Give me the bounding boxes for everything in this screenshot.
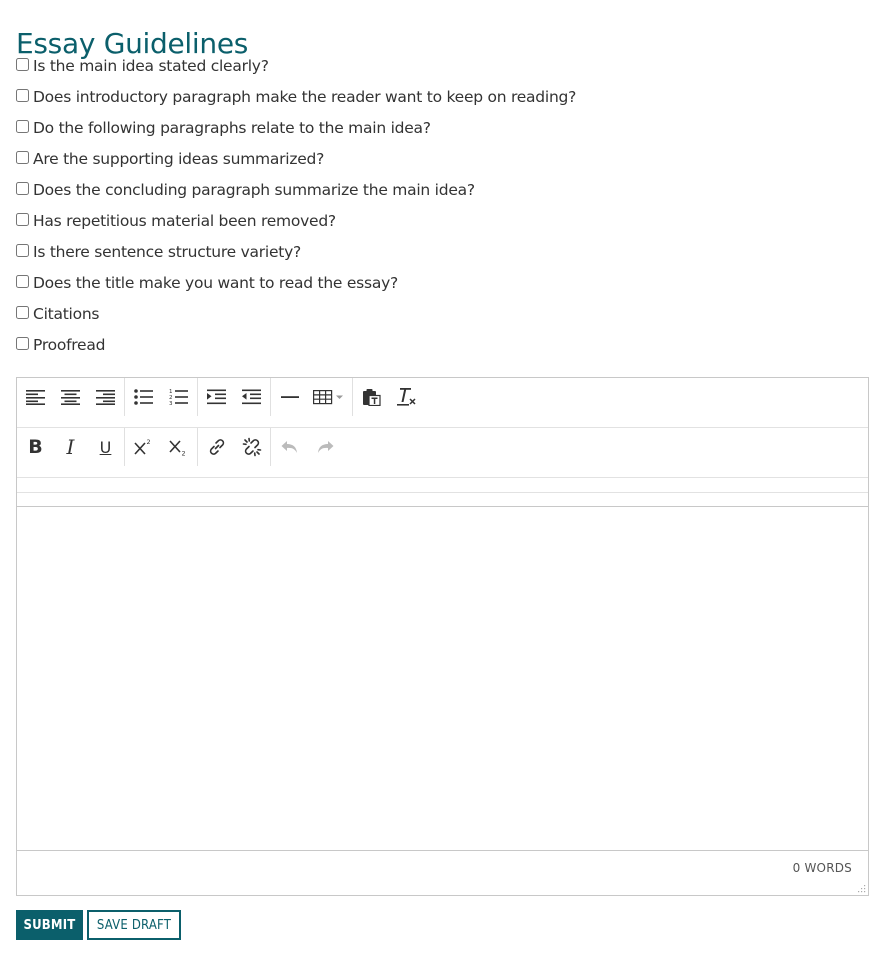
- table-button[interactable]: [307, 379, 351, 415]
- svg-text:1: 1: [168, 389, 172, 395]
- checkbox[interactable]: [16, 120, 29, 133]
- checklist-label[interactable]: Does the title make you want to read the essay?: [33, 274, 398, 292]
- toolbar-row-text: [17, 428, 868, 478]
- numbered-list-button[interactable]: [161, 379, 196, 415]
- checkbox[interactable]: [16, 275, 29, 288]
- align-center-button[interactable]: [53, 379, 88, 415]
- checklist-item[interactable]: [16, 335, 876, 366]
- underline-button[interactable]: [88, 429, 123, 465]
- outdent-button[interactable]: [234, 379, 269, 415]
- text-style-group: [17, 428, 125, 466]
- redo-button[interactable]: [307, 429, 342, 465]
- clear-formatting-button[interactable]: [389, 379, 424, 415]
- underline-icon: U: [99, 437, 112, 457]
- checkbox[interactable]: [16, 244, 29, 257]
- superscript-icon: [134, 438, 154, 456]
- align-left-button[interactable]: [18, 379, 53, 415]
- italic-button[interactable]: [53, 429, 88, 465]
- checklist-label[interactable]: Proofread: [33, 336, 106, 354]
- checklist-label[interactable]: Is the main idea stated clearly?: [33, 57, 269, 75]
- horizontal-rule-button[interactable]: [272, 379, 307, 415]
- list-group: [125, 378, 198, 416]
- align-left-icon: [26, 389, 46, 405]
- undo-button[interactable]: [272, 429, 307, 465]
- checkbox[interactable]: [16, 89, 29, 102]
- checklist-label[interactable]: Citations: [33, 305, 100, 323]
- italic-icon: I: [66, 435, 75, 459]
- indent-button[interactable]: [199, 379, 234, 415]
- page-title: Essay Guidelines: [16, 26, 249, 60]
- checklist-item[interactable]: [16, 56, 876, 87]
- svg-text:2: 2: [146, 438, 151, 446]
- checklist-label[interactable]: Does the concluding paragraph summarize the main idea?: [33, 181, 475, 199]
- checklist-label[interactable]: Do the following paragraphs relate to the main idea?: [33, 119, 431, 137]
- redo-icon: [315, 438, 335, 456]
- insert-group: [271, 378, 353, 416]
- paste-text-button[interactable]: [354, 379, 389, 415]
- svg-text:2: 2: [168, 395, 172, 401]
- unlink-button[interactable]: [234, 429, 269, 465]
- checklist-item[interactable]: [16, 242, 876, 273]
- rich-text-editor: [16, 377, 869, 896]
- checkbox[interactable]: [16, 213, 29, 226]
- alignment-group: [17, 378, 125, 416]
- clipboard-group: [353, 378, 425, 416]
- unlink-icon: [242, 437, 262, 457]
- checkbox[interactable]: [16, 58, 29, 71]
- numbered-list-icon: [169, 388, 189, 406]
- submit-button[interactable]: SUBMIT: [16, 910, 83, 940]
- resize-handle-icon[interactable]: [856, 883, 866, 893]
- toolbar-row-formatting: [17, 378, 868, 428]
- checklist-label[interactable]: Does introductory paragraph make the reader want to keep on reading?: [33, 88, 577, 106]
- toolbar-spacer: [17, 478, 868, 493]
- link-group: [198, 428, 271, 466]
- horizontal-rule-icon: [280, 389, 300, 405]
- checklist-item[interactable]: [16, 304, 876, 335]
- script-group: [125, 428, 198, 466]
- editor-content-area[interactable]: [17, 506, 868, 851]
- bullet-list-button[interactable]: [126, 379, 161, 415]
- subscript-icon: [169, 438, 189, 456]
- checklist-item[interactable]: [16, 211, 876, 242]
- svg-text:2: 2: [181, 449, 186, 456]
- align-right-icon: [96, 389, 116, 405]
- undo-icon: [280, 438, 300, 456]
- checklist-item[interactable]: [16, 273, 876, 304]
- checklist-item[interactable]: [16, 149, 876, 180]
- checklist-label[interactable]: Has repetitious material been removed?: [33, 212, 336, 230]
- indent-icon: [207, 389, 227, 405]
- checklist-item[interactable]: [16, 118, 876, 149]
- checklist-label[interactable]: Are the supporting ideas summarized?: [33, 150, 325, 168]
- guidelines-checklist: [16, 56, 876, 366]
- bullet-list-icon: [134, 389, 154, 405]
- subscript-button[interactable]: [161, 429, 196, 465]
- checkbox[interactable]: [16, 306, 29, 319]
- indent-group: [198, 378, 271, 416]
- link-button[interactable]: [199, 429, 234, 465]
- word-count: 0 WORDS: [792, 861, 852, 875]
- link-icon: [207, 437, 227, 457]
- checkbox[interactable]: [16, 337, 29, 350]
- align-center-icon: [61, 389, 81, 405]
- superscript-button[interactable]: [126, 429, 161, 465]
- paste-text-icon: [362, 388, 382, 406]
- checklist-item[interactable]: [16, 180, 876, 211]
- clear-formatting-icon: [397, 387, 417, 407]
- history-group: [271, 428, 343, 466]
- align-right-button[interactable]: [88, 379, 123, 415]
- checklist-label[interactable]: Is there sentence structure variety?: [33, 243, 301, 261]
- bold-button[interactable]: [18, 429, 53, 465]
- checkbox[interactable]: [16, 151, 29, 164]
- form-actions: [16, 910, 181, 940]
- svg-text:3: 3: [168, 401, 172, 406]
- outdent-icon: [242, 389, 262, 405]
- bold-icon: B: [28, 436, 43, 458]
- checklist-item[interactable]: [16, 87, 876, 118]
- table-icon: [313, 389, 345, 405]
- checkbox[interactable]: [16, 182, 29, 195]
- save-draft-button[interactable]: SAVE DRAFT: [87, 910, 181, 940]
